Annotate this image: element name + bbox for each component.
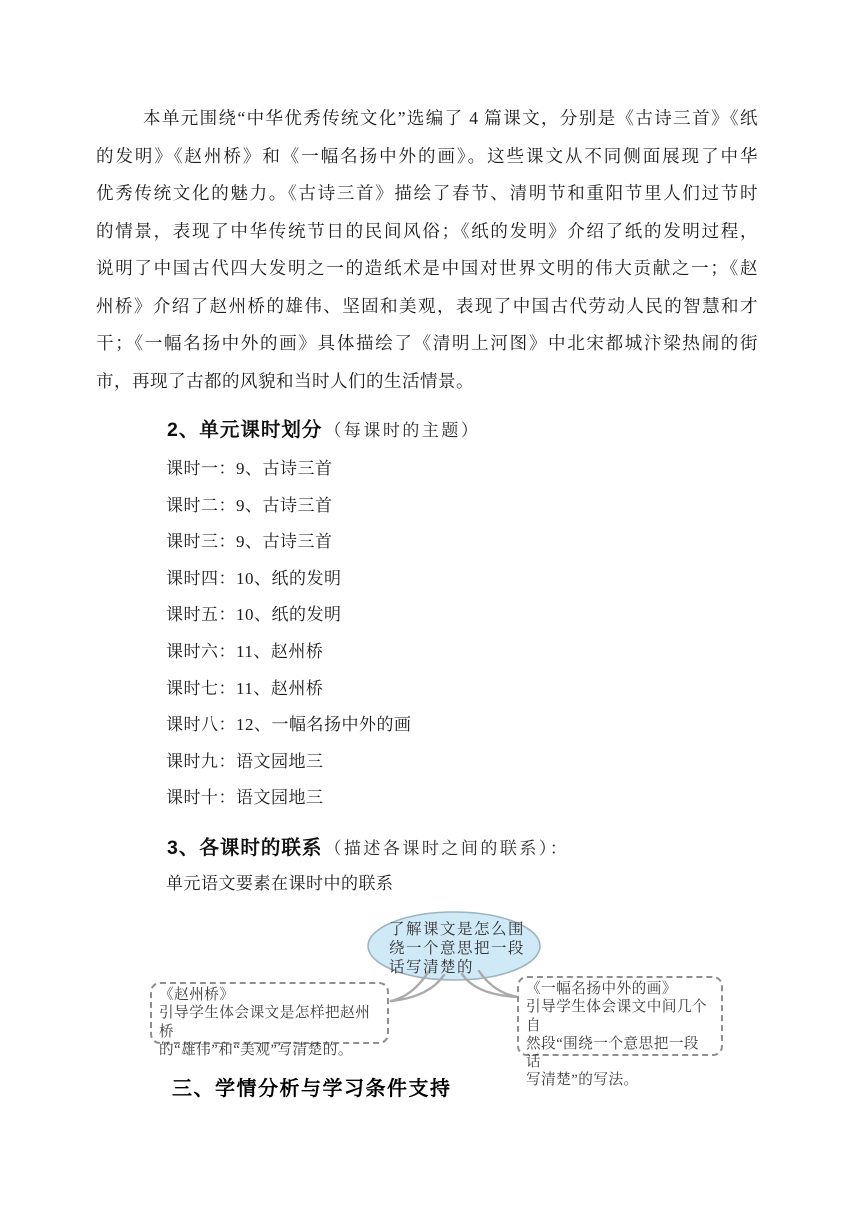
- course-item: 课时一：9、古诗三首: [166, 459, 333, 478]
- paragraph-line: 州桥》介绍了赵州桥的雄伟、坚固和美观，表现了中国古代劳动人民的智慧和才: [96, 295, 758, 316]
- paragraph-line: 的情景，表现了中华传统节日的民间风俗；《纸的发明》介绍了纸的发明过程，: [96, 220, 758, 241]
- course-item: 课时六：11、赵州桥: [166, 641, 324, 661]
- section-2-heading: [167, 417, 480, 445]
- famous-painting-box: [517, 976, 723, 1089]
- paragraph-line: 说明了中国古代四大发明之一的造纸术是中国对世界文明的伟大贡献之一；《赵: [96, 258, 758, 279]
- paragraph-line: 干；《一幅名扬中外的画》具体描绘了《清明上河图》中北宋都城汴梁热闹的街: [96, 333, 758, 354]
- bubble-line: 了解课文是怎么围: [389, 921, 526, 938]
- section-2-title: 2、单元课时划分: [167, 419, 323, 441]
- section-3-subtitle: （描述各课时之间的联系）：: [324, 839, 570, 858]
- course-item: 课时二：9、古诗三首: [166, 495, 333, 515]
- course-item: 课时五：10、纸的发明: [166, 605, 342, 625]
- course-item: 课时四：10、纸的发明: [166, 568, 342, 588]
- paragraph-line: 优秀传统文化的魅力。《古诗三首》描绘了春节、清明节和重阳节里人们过节时: [96, 183, 758, 204]
- box-line: 写清楚”的写法。: [526, 1072, 639, 1089]
- section-3-heading: [167, 835, 569, 863]
- course-item: 课时七：11、赵州桥: [166, 678, 324, 698]
- section-3-lead: 单元语文要素在课时中的联系: [166, 874, 394, 893]
- paragraph-line: 本单元围绕“中华优秀传统文化”选编了 4 篇课文，分别是《古诗三首》《纸: [143, 108, 758, 128]
- box-title: 《一幅名扬中外的画》: [526, 981, 677, 997]
- zhaozhou-bridge-box: [150, 982, 389, 1058]
- bubble-line: 绕一个意思把一段: [389, 939, 526, 957]
- course-item: 课时十：语文园地三: [166, 788, 324, 808]
- bubble-line: 话写清楚的: [389, 958, 475, 976]
- box-line: 然段“围绕一个意思把一段话: [526, 1035, 700, 1071]
- course-item: 课时九：语文园地三: [166, 751, 324, 771]
- course-item: 课时八：12、一幅名扬中外的画: [166, 715, 412, 735]
- box-line: 的“雄伟”和“美观”写清楚的。: [159, 1041, 353, 1058]
- intro-paragraph: [96, 100, 758, 401]
- section-2-subtitle: （每课时的主题）: [324, 421, 481, 440]
- bubble-text: [389, 921, 539, 977]
- paragraph-line: 的发明》《赵州桥》和《一幅名扬中外的画》。这些课文从不同侧面展现了中华: [96, 145, 758, 166]
- paragraph-line: 市，再现了古都的风貌和当时人们的生活情景。: [96, 370, 474, 391]
- course-list: [166, 451, 412, 817]
- course-item: 课时三：9、古诗三首: [166, 532, 333, 552]
- section-3-title: 3、各课时的联系: [167, 837, 323, 859]
- box-title: 《赵州桥》: [159, 987, 235, 1003]
- box-line: 引导学生体会课文是怎样把赵州桥: [159, 1005, 371, 1040]
- section-three-main-heading: 三、学情分析与学习条件支持: [172, 1078, 452, 1100]
- box-line: 引导学生体会课文中间几个自: [526, 999, 708, 1034]
